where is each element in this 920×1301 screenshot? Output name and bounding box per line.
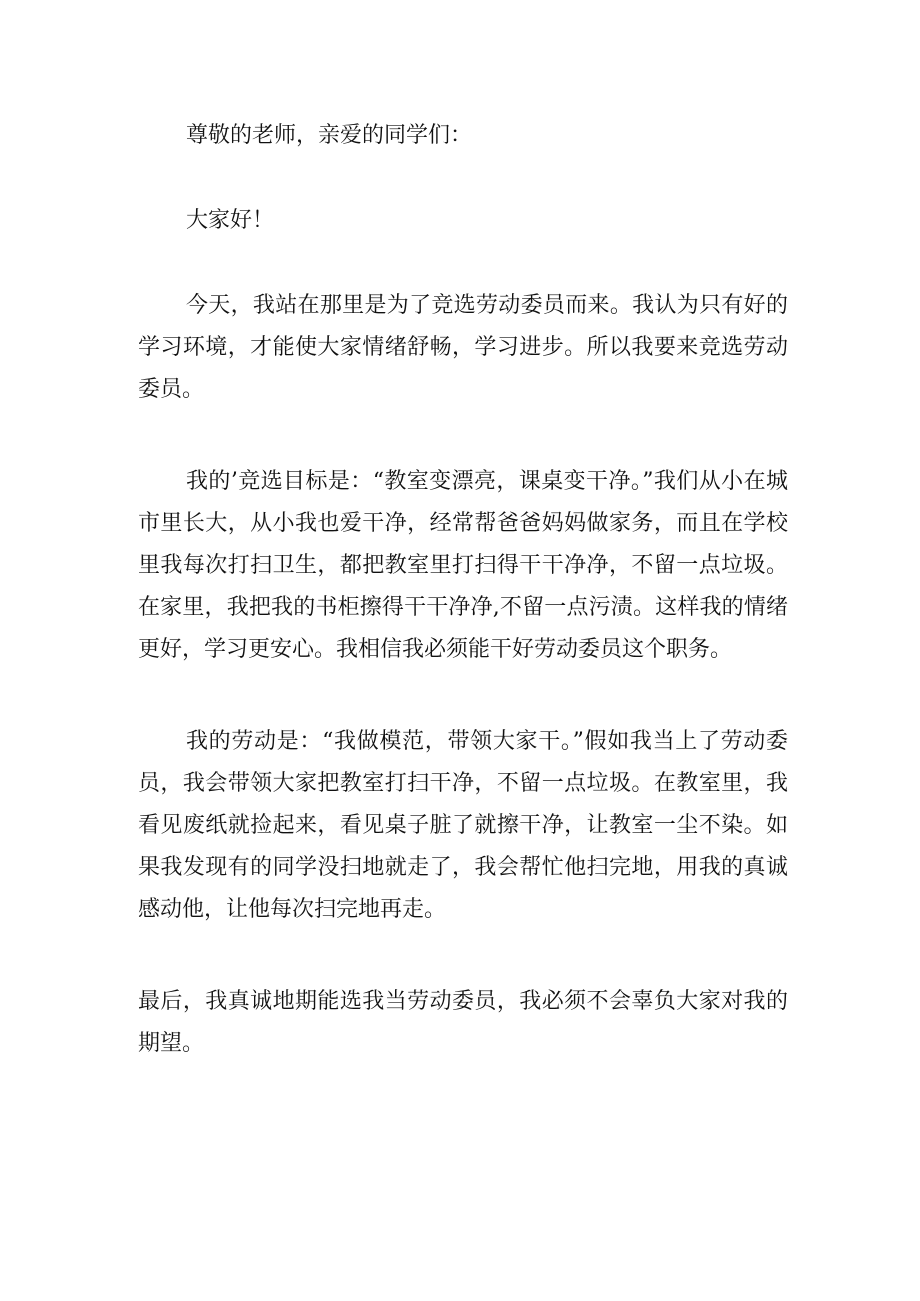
greeting: 大家好！ <box>186 208 275 233</box>
paragraph-1: 今天，我站在那里是为了竞选劳动委员而来。我认为只有好的学习环境，才能使大家情绪舒畅，学习进步。所以我要来竞选劳动委员。 <box>138 293 788 402</box>
closing-paragraph: 最后，我真诚地期能选我当劳动委员，我必须不会辜负大家对我的期望。 <box>138 989 788 1056</box>
salutation: 尊敬的老师，亲爱的同学们： <box>186 123 473 148</box>
paragraph-3: 我的劳动是：“我做模范，带领大家干。”假如我当上了劳动委员，我会带领大家把教室打扫干净，不留一点垃圾。在教室里，我看见废纸就捡起来，看见桌子脏了就擦干净，让教室一尘不染。如果我发现有的同学没扫地就走了，我会帮忙他扫完地，用我的真诚感动他，让他每次扫完地再走。 <box>138 729 788 922</box>
document-body <box>138 115 788 1065</box>
paragraph-2: 我的’竞选目标是：“教室变漂亮，课桌变干净。”我们从小在城市里长大，从小我也爱干净，经常帮爸爸妈妈做家务，而且在学校里我每次打扫卫生，都把教室里打扫得干干净净，不留一点垃圾。在家里，我把我的书柜擦得干干净净,不留一点污渍。这样我的情绪更好，学习更安心。我相信我必须能干好劳动委员这个职务。 <box>138 469 788 662</box>
